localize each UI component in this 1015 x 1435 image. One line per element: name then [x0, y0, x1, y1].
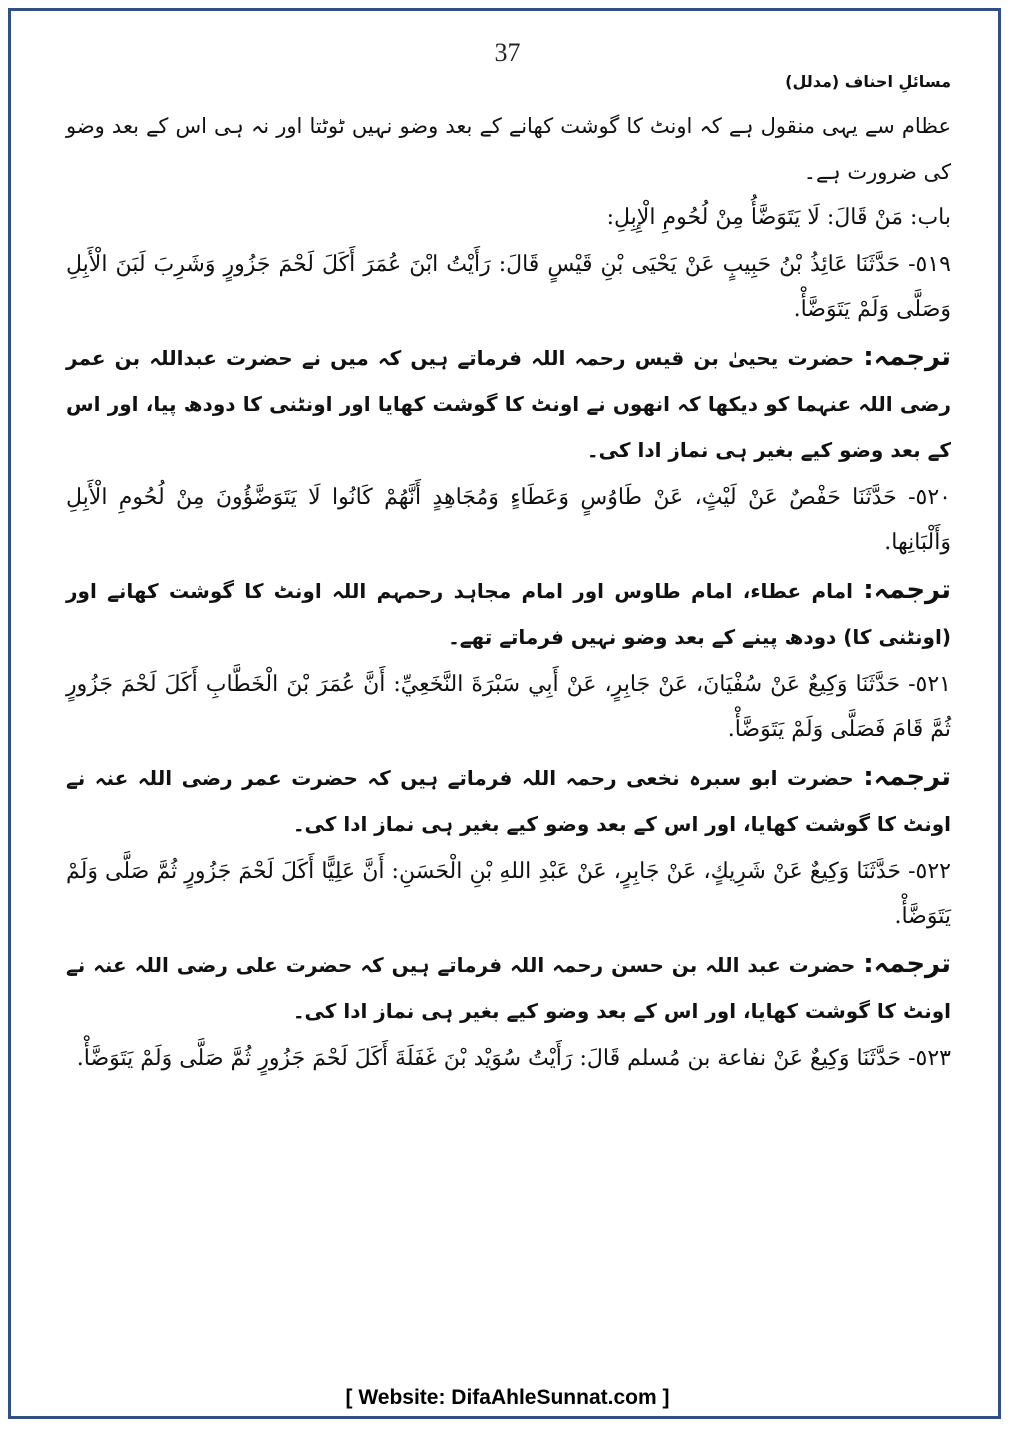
book-header: مسائلِ احناف (مدلل): [785, 72, 951, 91]
translation-text: امام عطاء، امام طاوس اور امام مجاہد رحمہم اللہ اونٹ کا گوشت کھانے اور (اونٹنی کا) دودھ پینے کے بعد وضو نہیں فرماتے تھے۔: [66, 579, 951, 649]
website-link[interactable]: [ Website: DifaAhleSunnat.com ]: [345, 1386, 670, 1409]
hadith-522: [66, 849, 951, 939]
translation-text: حضرت یحییٰ بن قیس رحمہ اللہ فرماتے ہیں کہ میں نے حضرت عبداللہ بن عمر رضی اللہ عنہما کو دیکھا کہ انھوں نے اونٹ کا گوشت کھایا اور اونٹنی کا دودھ پیا، اور اس کے بعد وضو کیے بغیر ہی نماز ادا کی۔: [66, 346, 951, 462]
page-content: [66, 70, 951, 1081]
translation-label: ترجمہ:: [863, 762, 951, 792]
hadith-number: ٥١٩-: [908, 252, 951, 277]
website-footer: [0, 1386, 1015, 1410]
hadith-number: ٥٢٢-: [908, 859, 951, 884]
hadith-523: [66, 1036, 951, 1081]
translation-text: حضرت عبد اللہ بن حسن رحمہ اللہ فرماتے ہیں کہ حضرت علی رضی اللہ عنہ نے اونٹ کا گوشت کھایا، اور اس کے بعد وضو کیے بغیر ہی نماز ادا کی۔: [66, 953, 951, 1023]
translation-521: [66, 754, 951, 847]
translation-label: ترجمہ:: [863, 949, 951, 979]
hadith-text: حَدَّثَنَا وَكِيعٌ عَنْ نفاعة بن مُسلم قَالَ: رَأَيْتُ سُوَيْد بْنَ غَفَلَةَ أَكَلَ لَحْمَ جَزُورٍ ثُمَّ صَلَّى وَلَمْ يَتَوَضَّأْ.: [76, 1046, 902, 1071]
hadith-number: ٥٢١-: [908, 672, 951, 697]
translation-519: [66, 334, 951, 473]
hadith-number: ٥٢٣-: [908, 1046, 951, 1071]
hadith-520: [66, 475, 951, 565]
hadith-521: [66, 662, 951, 752]
hadith-text: حَدَّثَنَا وَكِيعٌ عَنْ سُفْيَانَ، عَنْ جَابِرٍ، عَنْ أَبِي سَبْرَةَ النَّخَعِيِّ: أَنَّ عُمَرَ بْنَ الْخَطَّابِ أَكَلَ لَحْمَ جَزُورٍ ثُمَّ قَامَ فَصَلَّى وَلَمْ يَتَوَضَّأْ.: [66, 672, 951, 742]
page-number: 37: [494, 38, 521, 67]
hadith-text: حَدَّثَنَا عَائِذُ بْنُ حَبِيبٍ عَنْ يَحْيَى بْنِ قَيْسٍ قَالَ: رَأَيْتُ ابْنَ عُمَرَ أَكَلَ لَحْمَ جَزُورٍ وَشَرِبَ لَبَنَ الْأَبِلِ وَصَلَّى وَلَمْ يَتَوَضَّأْ.: [66, 252, 951, 322]
translation-label: ترجمہ:: [863, 575, 951, 605]
hadith-number: ٥٢٠-: [908, 485, 951, 510]
hadith-text: حَدَّثَنَا وَكِيعٌ عَنْ شَرِيكٍ، عَنْ جَابِرٍ، عَنْ عَبْدِ اللهِ بْنِ الْحَسَنِ: أَنَّ عَلِيًّا أَكَلَ لَحْمَ جَزُورٍ ثُمَّ صَلَّى وَلَمْ يَتَوَضَّأْ.: [66, 859, 951, 929]
chapter-heading: باب: مَنْ قَالَ: لَا يَتَوَضَّأُ مِنْ لُحُومِ الْإِبِلِ:: [606, 205, 951, 230]
hadith-text: حَدَّثَنَا حَفْصٌ عَنْ لَيْثٍ، عَنْ طَاوُسٍ وَعَطَاءٍ وَمُجَاهِدٍ أَنَّهُمْ كَانُوا لَا يَتَوَضَّؤُونَ مِنْ لُحُومِ الْأَبِلِ وَأَلْبَانِها.: [66, 485, 951, 555]
translation-522: [66, 941, 951, 1034]
hadith-519: [66, 242, 951, 332]
translation-text: حضرت ابو سبرہ نخعی رحمہ اللہ فرماتے ہیں کہ حضرت عمر رضی اللہ عنہ نے اونٹ کا گوشت کھایا، اور اس کے بعد وضو کیے بغیر ہی نماز ادا کی۔: [66, 766, 951, 836]
translation-520: [66, 567, 951, 660]
intro-paragraph: عظام سے یہی منقول ہے کہ اونٹ کا گوشت کھانے کے بعد وضو نہیں ٹوٹتا اور نہ ہی اس کے بعد وضو کی ضرورت ہے۔: [66, 114, 951, 184]
translation-label: ترجمہ:: [863, 342, 951, 372]
